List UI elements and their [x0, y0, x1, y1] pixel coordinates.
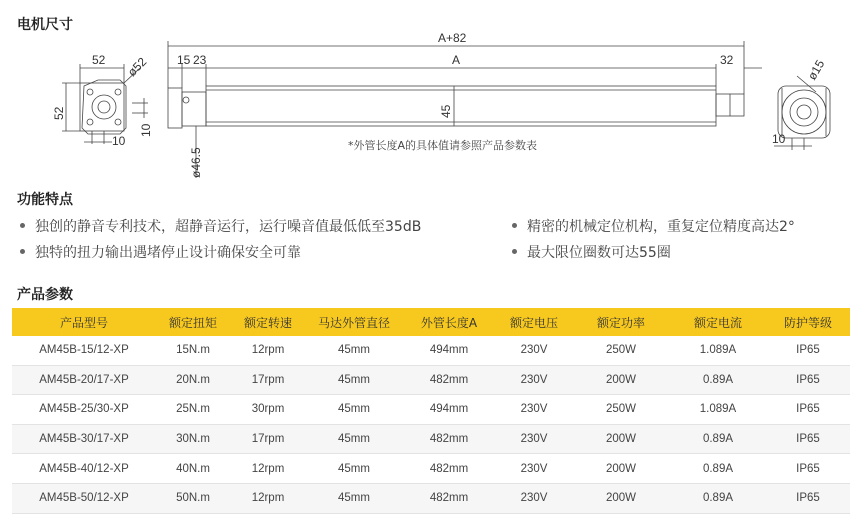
cell-power: 200W — [572, 483, 670, 513]
cell-tube-length: 482mm — [402, 454, 496, 484]
cell-current: 1.089A — [670, 395, 766, 425]
table-row — [12, 454, 850, 484]
cell-voltage: 230V — [496, 336, 572, 365]
dim-end-32: 32 — [720, 53, 734, 67]
cell-tube-length: 482mm — [402, 483, 496, 513]
product-param-table — [12, 308, 850, 514]
dim-head-15: 15 — [177, 53, 191, 67]
table-row — [12, 336, 850, 365]
cell-tube-diameter: 45mm — [306, 395, 402, 425]
cell-power: 250W — [572, 336, 670, 365]
feature-item: 独创的静音专利技术，超静音运行，运行噪音值最低低至35dB — [20, 216, 421, 236]
section-title-motor-size: 电机尺寸 — [17, 17, 73, 33]
dim-bracket-bottom: 10 — [112, 134, 126, 148]
cell-tube-length: 482mm — [402, 424, 496, 454]
feature-item: 最大限位圈数可达55圈 — [512, 242, 671, 262]
col-header-voltage: 额定电压 — [496, 308, 572, 336]
cell-tube-length: 494mm — [402, 336, 496, 365]
cell-model: AM45B-25/30-XP — [12, 395, 156, 425]
dim-bracket-diameter: ø52 — [124, 54, 150, 80]
col-header-tube-diameter: 马达外管直径 — [306, 308, 402, 336]
cell-speed: 30rpm — [230, 395, 306, 425]
cell-speed: 12rpm — [230, 483, 306, 513]
table-row — [12, 365, 850, 395]
cell-protection: IP65 — [766, 483, 850, 513]
col-header-tube-length: 外管长度A — [402, 308, 496, 336]
table-row — [12, 424, 850, 454]
dim-head-diameter: ø46.5 — [189, 147, 203, 178]
cell-torque: 30N.m — [156, 424, 230, 454]
dim-end-offset: 10 — [772, 132, 786, 146]
col-header-torque: 额定扭矩 — [156, 308, 230, 336]
cell-tube-length: 494mm — [402, 395, 496, 425]
cell-current: 0.89A — [670, 424, 766, 454]
section-title-features: 功能特点 — [17, 192, 73, 208]
col-header-model: 产品型号 — [12, 308, 156, 336]
cell-power: 200W — [572, 365, 670, 395]
cell-protection: IP65 — [766, 454, 850, 484]
cell-voltage: 230V — [496, 365, 572, 395]
cell-power: 250W — [572, 395, 670, 425]
bracket-front-view — [52, 53, 153, 148]
table-row — [12, 483, 850, 513]
cell-torque: 50N.m — [156, 483, 230, 513]
dim-bracket-width: 52 — [92, 53, 106, 67]
cell-voltage: 230V — [496, 454, 572, 484]
cell-model: AM45B-15/12-XP — [12, 336, 156, 365]
dim-head-23: 23 — [193, 53, 207, 67]
dim-end-diameter: ø15 — [804, 57, 828, 83]
cell-torque: 25N.m — [156, 395, 230, 425]
drawing-note: *外管长度A的具体值请参照产品参数表 — [348, 139, 538, 152]
cell-power: 200W — [572, 454, 670, 484]
cell-protection: IP65 — [766, 395, 850, 425]
cell-model: AM45B-50/12-XP — [12, 483, 156, 513]
cell-current: 0.89A — [670, 454, 766, 484]
col-header-protection: 防护等级 — [766, 308, 850, 336]
table-row — [12, 395, 850, 425]
cell-model: AM45B-40/12-XP — [12, 454, 156, 484]
cell-voltage: 230V — [496, 424, 572, 454]
cell-speed: 17rpm — [230, 365, 306, 395]
cell-speed: 12rpm — [230, 336, 306, 365]
motor-end-view — [772, 57, 830, 150]
cell-torque: 20N.m — [156, 365, 230, 395]
cell-tube-diameter: 45mm — [306, 483, 402, 513]
dim-bracket-height: 52 — [52, 106, 66, 120]
cell-power: 200W — [572, 424, 670, 454]
dim-tube-diameter: 45 — [439, 104, 453, 118]
cell-voltage: 230V — [496, 483, 572, 513]
cell-protection: IP65 — [766, 365, 850, 395]
cell-protection: IP65 — [766, 424, 850, 454]
cell-tube-length: 482mm — [402, 365, 496, 395]
motor-side-view — [168, 31, 762, 178]
cell-current: 1.089A — [670, 336, 766, 365]
cell-current: 0.89A — [670, 365, 766, 395]
cell-tube-diameter: 45mm — [306, 454, 402, 484]
dim-total-length: A+82 — [438, 31, 467, 45]
cell-torque: 40N.m — [156, 454, 230, 484]
feature-item: 独特的扭力输出遇堵停止设计确保安全可靠 — [20, 242, 301, 262]
col-header-power: 额定功率 — [572, 308, 670, 336]
cell-current: 0.89A — [670, 483, 766, 513]
section-title-params: 产品参数 — [17, 287, 73, 303]
cell-model: AM45B-30/17-XP — [12, 424, 156, 454]
cell-model: AM45B-20/17-XP — [12, 365, 156, 395]
cell-speed: 17rpm — [230, 424, 306, 454]
feature-item: 精密的机械定位机构，重复定位精度高达2° — [512, 216, 795, 236]
cell-protection: IP65 — [766, 336, 850, 365]
col-header-speed: 额定转速 — [230, 308, 306, 336]
dim-bracket-offset: 10 — [139, 123, 153, 137]
dim-tube-length: A — [452, 53, 461, 67]
motor-dimension-drawing — [0, 28, 860, 188]
cell-tube-diameter: 45mm — [306, 365, 402, 395]
cell-torque: 15N.m — [156, 336, 230, 365]
cell-speed: 12rpm — [230, 454, 306, 484]
col-header-current: 额定电流 — [670, 308, 766, 336]
cell-tube-diameter: 45mm — [306, 336, 402, 365]
cell-voltage: 230V — [496, 395, 572, 425]
table-header-row — [12, 308, 850, 336]
cell-tube-diameter: 45mm — [306, 424, 402, 454]
